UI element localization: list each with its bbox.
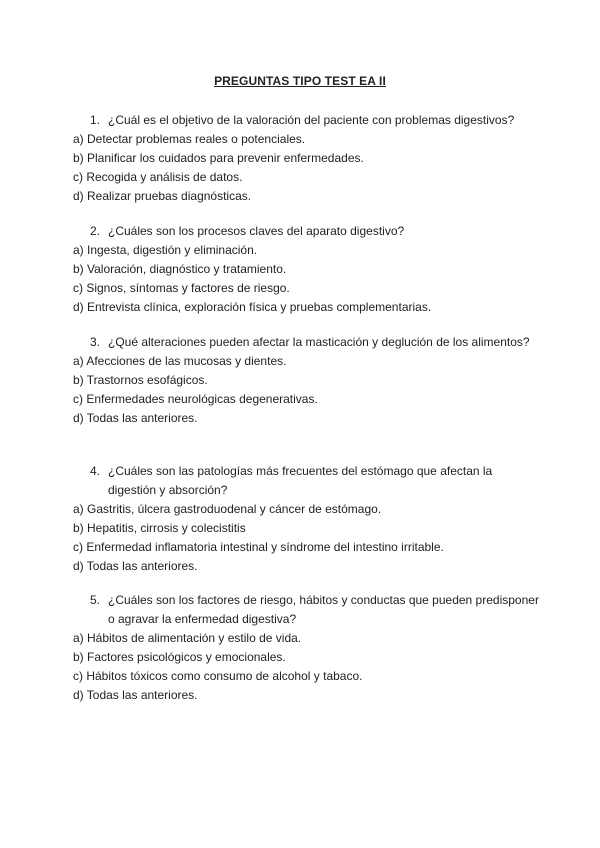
question-text: ¿Qué alteraciones pueden afectar la masticación y deglución de los alimentos? xyxy=(108,335,530,349)
question-text: ¿Cuáles son los factores de riesgo, hábitos y conductas que pueden predisponer o agravar la enfermedad digestiva? xyxy=(108,593,539,626)
question-header xyxy=(0,222,600,241)
question-text: ¿Cuáles son las patologías más frecuentes del estómago que afectan la digestión y absorción? xyxy=(108,464,493,497)
option-b: b) Factores psicológicos y emocionales. xyxy=(73,650,286,664)
option-d: d) Todas las anteriores. xyxy=(73,411,198,425)
option-c: c) Hábitos tóxicos como consumo de alcohol y tabaco. xyxy=(73,669,363,683)
question-number: 4. xyxy=(90,464,101,478)
option-d: d) Realizar pruebas diagnósticas. xyxy=(73,189,252,203)
option-a: a) Gastritis, úlcera gastroduodenal y cáncer de estómago. xyxy=(73,502,382,516)
option-a: a) Hábitos de alimentación y estilo de vida. xyxy=(73,631,302,645)
question-header xyxy=(0,462,600,500)
option-d: d) Todas las anteriores. xyxy=(73,559,198,573)
question-4 xyxy=(0,462,600,576)
option-a: a) Ingesta, digestión y eliminación. xyxy=(73,243,258,257)
option-b: b) Hepatitis, cirrosis y colecistitis xyxy=(73,521,246,535)
option-a: a) Detectar problemas reales o potenciales. xyxy=(73,132,306,146)
question-number: 1. xyxy=(90,113,101,127)
question-number: 2. xyxy=(90,224,101,238)
question-5 xyxy=(0,591,600,705)
option-d: d) Todas las anteriores. xyxy=(73,688,198,702)
option-b: b) Planificar los cuidados para prevenir enfermedades. xyxy=(73,151,364,165)
option-d: d) Entrevista clínica, exploración física y pruebas complementarias. xyxy=(73,300,432,314)
question-1 xyxy=(0,111,600,206)
option-b: b) Valoración, diagnóstico y tratamiento. xyxy=(73,262,287,276)
question-header xyxy=(0,333,600,352)
option-b: b) Trastornos esofágicos. xyxy=(73,373,208,387)
question-2 xyxy=(0,222,600,317)
option-c: c) Signos, síntomas y factores de riesgo. xyxy=(73,281,290,295)
question-header xyxy=(0,111,600,130)
option-a: a) Afecciones de las mucosas y dientes. xyxy=(73,354,287,368)
question-header xyxy=(0,591,600,629)
document-title: PREGUNTAS TIPO TEST EA II xyxy=(214,74,386,88)
option-c: c) Enfermedad inflamatoria intestinal y síndrome del intestino irritable. xyxy=(73,540,444,554)
question-text: ¿Cuál es el objetivo de la valoración del paciente con problemas digestivos? xyxy=(108,113,515,127)
option-c: c) Enfermedades neurológicas degenerativas. xyxy=(73,392,318,406)
question-3 xyxy=(0,333,600,428)
question-number: 5. xyxy=(90,593,101,607)
question-text: ¿Cuáles son los procesos claves del aparato digestivo? xyxy=(108,224,405,238)
question-number: 3. xyxy=(90,335,101,349)
option-c: c) Recogida y análisis de datos. xyxy=(73,170,243,184)
